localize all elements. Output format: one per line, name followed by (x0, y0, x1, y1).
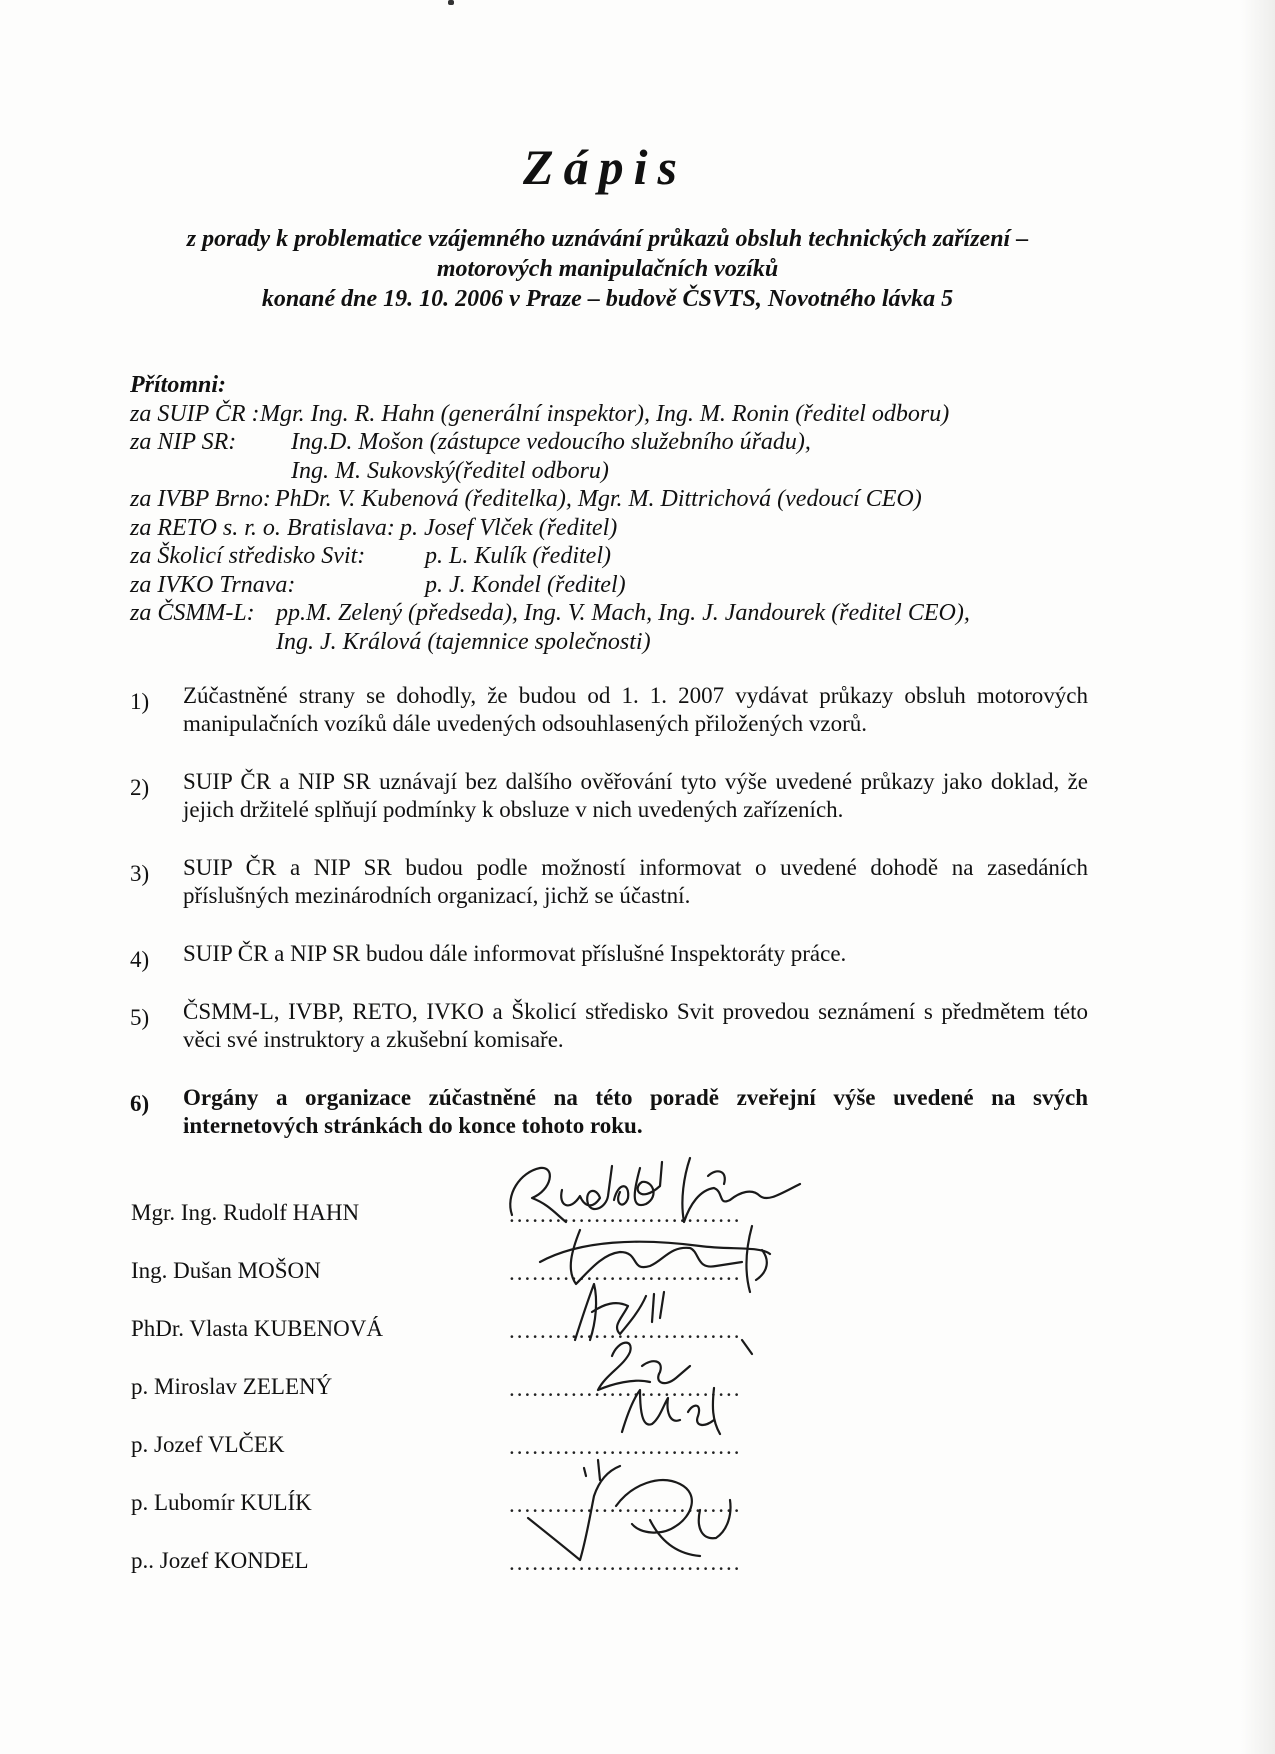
attendee-names: p. Josef Vlček (ředitel) (400, 514, 618, 541)
item-number: 4) (130, 947, 150, 972)
signatory-name: Ing. Dušan MOŠON (131, 1258, 321, 1283)
signatory-name: p. Lubomír KULÍK (131, 1490, 312, 1515)
attendee-names: Ing.D. Mošon (zástupce vedoucího služebního úřadu), (291, 429, 811, 455)
attendee-names: p. J. Kondel (ředitel) (425, 571, 626, 598)
item-text: Orgány a organizace zúčastněné na této poradě zveřejní výše uvedené na svých internetových stránkách do konce tohoto roku. (183, 1085, 1088, 1138)
subtitle-line: konané dne 19. 10. 2006 v Praze – budově ČSVTS, Novotného lávka 5 (261, 286, 954, 312)
signatory-name: p. Jozef VLČEK (131, 1432, 285, 1457)
signature-zeleny (598, 1340, 752, 1390)
subtitle-line: z porady k problematice vzájemného uznávání průkazů obsluh technických zařízení – (186, 226, 1029, 252)
signature-moson (540, 1226, 770, 1292)
signature-line: .............................. (509, 1318, 742, 1343)
attendee-org: za Školicí středisko Svit: (130, 543, 366, 569)
signature-line: .............................. (509, 1434, 742, 1459)
attendee-names: Ing. M. Sukovský(ředitel odboru) (291, 457, 609, 484)
item-text: Zúčastněné strany se dohodly, že budou od 1. 1. 2007 vydávat průkazy obsluh motorových manipulačních vozíků dále uvedených odsouhlasených přiložených vzorů. (183, 683, 1088, 736)
attendee-names: PhDr. V. Kubenová (ředitelka), Mgr. M. Dittrichová (vedoucí CEO) (275, 486, 922, 512)
attendee-names: pp.M. Zelený (předseda), Ing. V. Mach, Ing. J. Jandourek (ředitel CEO), (276, 600, 970, 626)
signature-kubenova (575, 1284, 664, 1340)
attendee-org: za SUIP ČR : (130, 400, 260, 427)
signature-vlcek (622, 1388, 720, 1434)
item-text: ČSMM-L, IVBP, RETO, IVKO a Školicí středisko Svit provedou seznámení s předmětem této věci své instruktory a zkušební komisaře. (183, 999, 1088, 1052)
attendee-names: Ing. J. Králová (tajemnice společnosti) (276, 628, 651, 655)
signatory-name: p. Miroslav ZELENÝ (131, 1374, 333, 1399)
signature-line: .............................. (509, 1492, 742, 1517)
attendee-org: za NIP SR: (130, 429, 237, 455)
attendee-org: za IVBP Brno: (130, 486, 271, 512)
signature-hahn (510, 1158, 800, 1222)
attendees-heading: Přítomni: (130, 372, 227, 398)
item-text: SUIP ČR a NIP SR budou dále informovat příslušné Inspektoráty práce. (183, 941, 847, 966)
item-number: 6) (130, 1091, 150, 1116)
signature-line: .............................. (509, 1550, 742, 1575)
item-number: 3) (130, 861, 150, 886)
item-text: SUIP ČR a NIP SR budou podle možností informovat o uvedené dohodě na zasedáních příslušných mezinárodních organizací, jichž se účastní. (183, 855, 1088, 908)
signature-line: .............................. (509, 1260, 742, 1285)
attendee-names: p. L. Kulík (ředitel) (425, 543, 611, 569)
document-title: Zápis (523, 139, 687, 195)
signatory-name: p.. Jozef KONDEL (131, 1548, 309, 1573)
signature-line: .............................. (509, 1376, 742, 1401)
signature-kulik-kondel (528, 1460, 730, 1560)
subtitle-line: motorových manipulačních vozíků (436, 256, 779, 282)
attendee-org: za RETO s. r. o. Bratislava: (130, 514, 395, 541)
attendee-names: Mgr. Ing. R. Hahn (generální inspektor), Ing. M. Ronin (ředitel odboru) (260, 400, 950, 427)
attendee-org: za ČSMM-L: (130, 600, 255, 626)
item-number: 2) (130, 775, 150, 800)
signature-line: .............................. (509, 1202, 742, 1227)
item-number: 5) (130, 1005, 150, 1030)
signatory-name: Mgr. Ing. Rudolf HAHN (131, 1200, 360, 1225)
signatory-name: PhDr. Vlasta KUBENOVÁ (131, 1316, 383, 1341)
item-number: 1) (130, 689, 150, 714)
item-text: SUIP ČR a NIP SR uznávají bez dalšího ověřování tyto výše uvedené průkazy jako doklad, že jejich držitelé splňují podmínky k obsluze v nich uvedených zařízeních. (183, 769, 1088, 822)
attendee-org: za IVKO Trnava: (130, 571, 296, 598)
